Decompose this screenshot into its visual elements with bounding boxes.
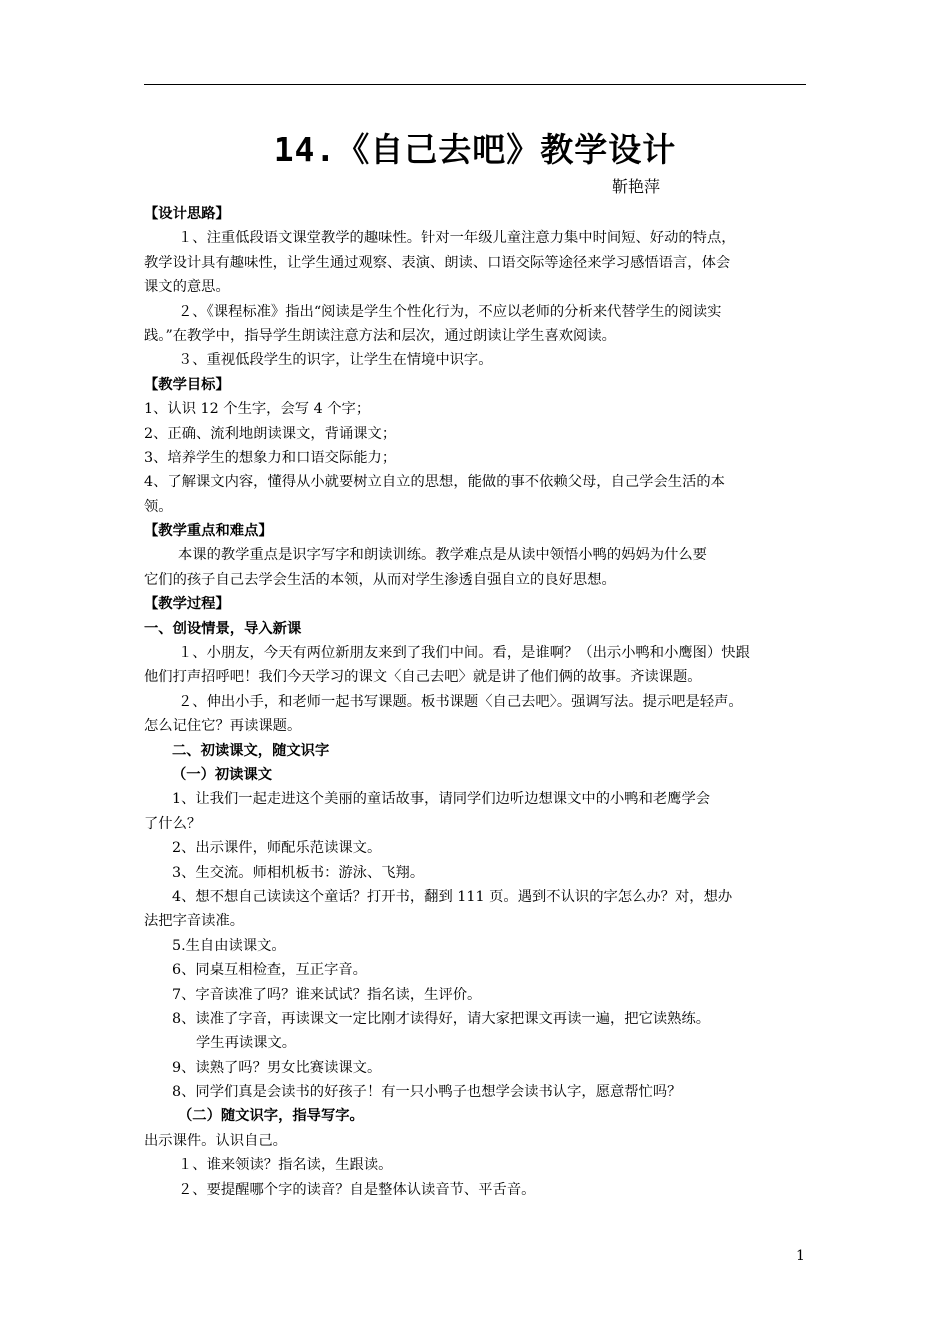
page-number: 1 <box>796 1248 805 1264</box>
paragraph-line: 4、想不想自己读读这个童话？打开书，翻到 111 页。遇到不认识的字怎么办？对，想办 <box>172 888 733 905</box>
paragraph-line: ２、《课程标准》指出“阅读是学生个性化行为，不应以老师的分析来代替学生的阅读实 <box>178 303 722 320</box>
section-heading: 一、创设情景，导入新课 <box>144 620 302 637</box>
paragraph-line: 出示课件。认识自己。 <box>144 1132 287 1149</box>
paragraph-line: 8、读准了字音，再读课文一定比刚才读得好，请大家把课文再读一遍，把它读熟练。 <box>172 1010 711 1027</box>
section-heading: 【教学目标】 <box>144 376 230 393</box>
paragraph-line: 领。 <box>144 498 173 515</box>
author-name: 靳艳萍 <box>612 177 661 196</box>
paragraph-line: 学生再读课文。 <box>196 1035 297 1052</box>
paragraph-line: 他们打声招呼吧！我们今天学习的课文〈自己去吧〉就是讲了他们俩的故事。齐读课题。 <box>144 669 702 686</box>
paragraph-line: 5.生自由读课文。 <box>172 937 286 954</box>
paragraph-line: 2、出示课件，师配乐范读课文。 <box>172 840 382 857</box>
paragraph-line: 践。”在教学中，指导学生朗读注意方法和层次，通过朗读让学生喜欢阅读。 <box>144 327 616 344</box>
paragraph-line: 课文的意思。 <box>144 279 230 296</box>
paragraph-line: 法把字音读准。 <box>144 913 245 930</box>
section-heading: （一）初读课文 <box>172 766 273 783</box>
paragraph-line: ３、重视低段学生的识字，让学生在情境中识字。 <box>178 352 493 369</box>
paragraph-line: 9、读熟了吗？男女比赛读课文。 <box>172 1059 382 1076</box>
paragraph-line: 7、字音读准了吗？谁来试试？指名读，生评价。 <box>172 986 482 1003</box>
paragraph-line: １、谁来领读？指名读，生跟读。 <box>178 1157 393 1174</box>
section-heading: 【教学重点和难点】 <box>144 523 273 540</box>
paragraph-line: 怎么记住它？再读课题。 <box>144 718 302 735</box>
paragraph-line: ２、伸出小手，和老师一起书写课题。板书课题〈自己去吧〉。强调写法。提示吧是轻声。 <box>178 693 743 710</box>
section-heading: 二、初读课文，随文识字 <box>172 742 330 759</box>
paragraph-line: 2、正确、流利地朗读课文，背诵课文； <box>144 425 397 442</box>
header-rule <box>144 84 806 85</box>
paragraph-line: 3、生交流。师相机板书：游泳、飞翔。 <box>172 864 425 881</box>
paragraph-line: 4、了解课文内容，懂得从小就要树立自立的思想，能做的事不依赖父母，自己学会生活的本 <box>144 474 725 491</box>
paragraph-line: ２、要提醒哪个字的读音？自是整体认读音节、平舌音。 <box>178 1181 536 1198</box>
section-heading: 【设计思路】 <box>144 206 230 222</box>
document-body <box>144 202 808 1202</box>
paragraph-line: 6、同桌互相检查，互正字音。 <box>172 962 367 979</box>
paragraph-line: 了什么？ <box>144 815 202 832</box>
paragraph-line: 8、同学们真是会读书的好孩子！有一只小鸭子也想学会读书认字，愿意帮忙吗？ <box>172 1084 682 1101</box>
document-title: 14.《自己去吧》教学设计 <box>273 130 677 169</box>
paragraph-line: 1、让我们一起走进这个美丽的童话故事，请同学们边听边想课文中的小鸭和老鹰学会 <box>172 791 711 808</box>
paragraph-line: 本课的教学重点是识字写字和朗读训练。教学难点是从读中领悟小鸭的妈妈为什么要 <box>178 547 707 564</box>
paragraph-line: １、小朋友，今天有两位新朋友来到了我们中间。看，是谁啊？（出示小鸭和小鹰图）快跟 <box>178 645 750 662</box>
paragraph-line: １、注重低段语文课堂教学的趣味性。针对一年级儿童注意力集中时间短、好动的特点， <box>178 230 736 247</box>
paragraph-line: 3、培养学生的想象力和口语交际能力； <box>144 449 397 466</box>
section-heading: （二）随文识字，指导写字。 <box>178 1108 364 1125</box>
paragraph-line: 教学设计具有趣味性，让学生通过观察、表演、朗读、口语交际等途径来学习感悟语言，体会 <box>144 254 731 271</box>
paragraph-line: 1、认识 12 个生字，会写 4 个字； <box>144 401 371 418</box>
paragraph-line: 它们的孩子自己去学会生活的本领，从而对学生渗透自强自立的良好思想。 <box>144 571 616 588</box>
section-heading: 【教学过程】 <box>144 596 230 613</box>
